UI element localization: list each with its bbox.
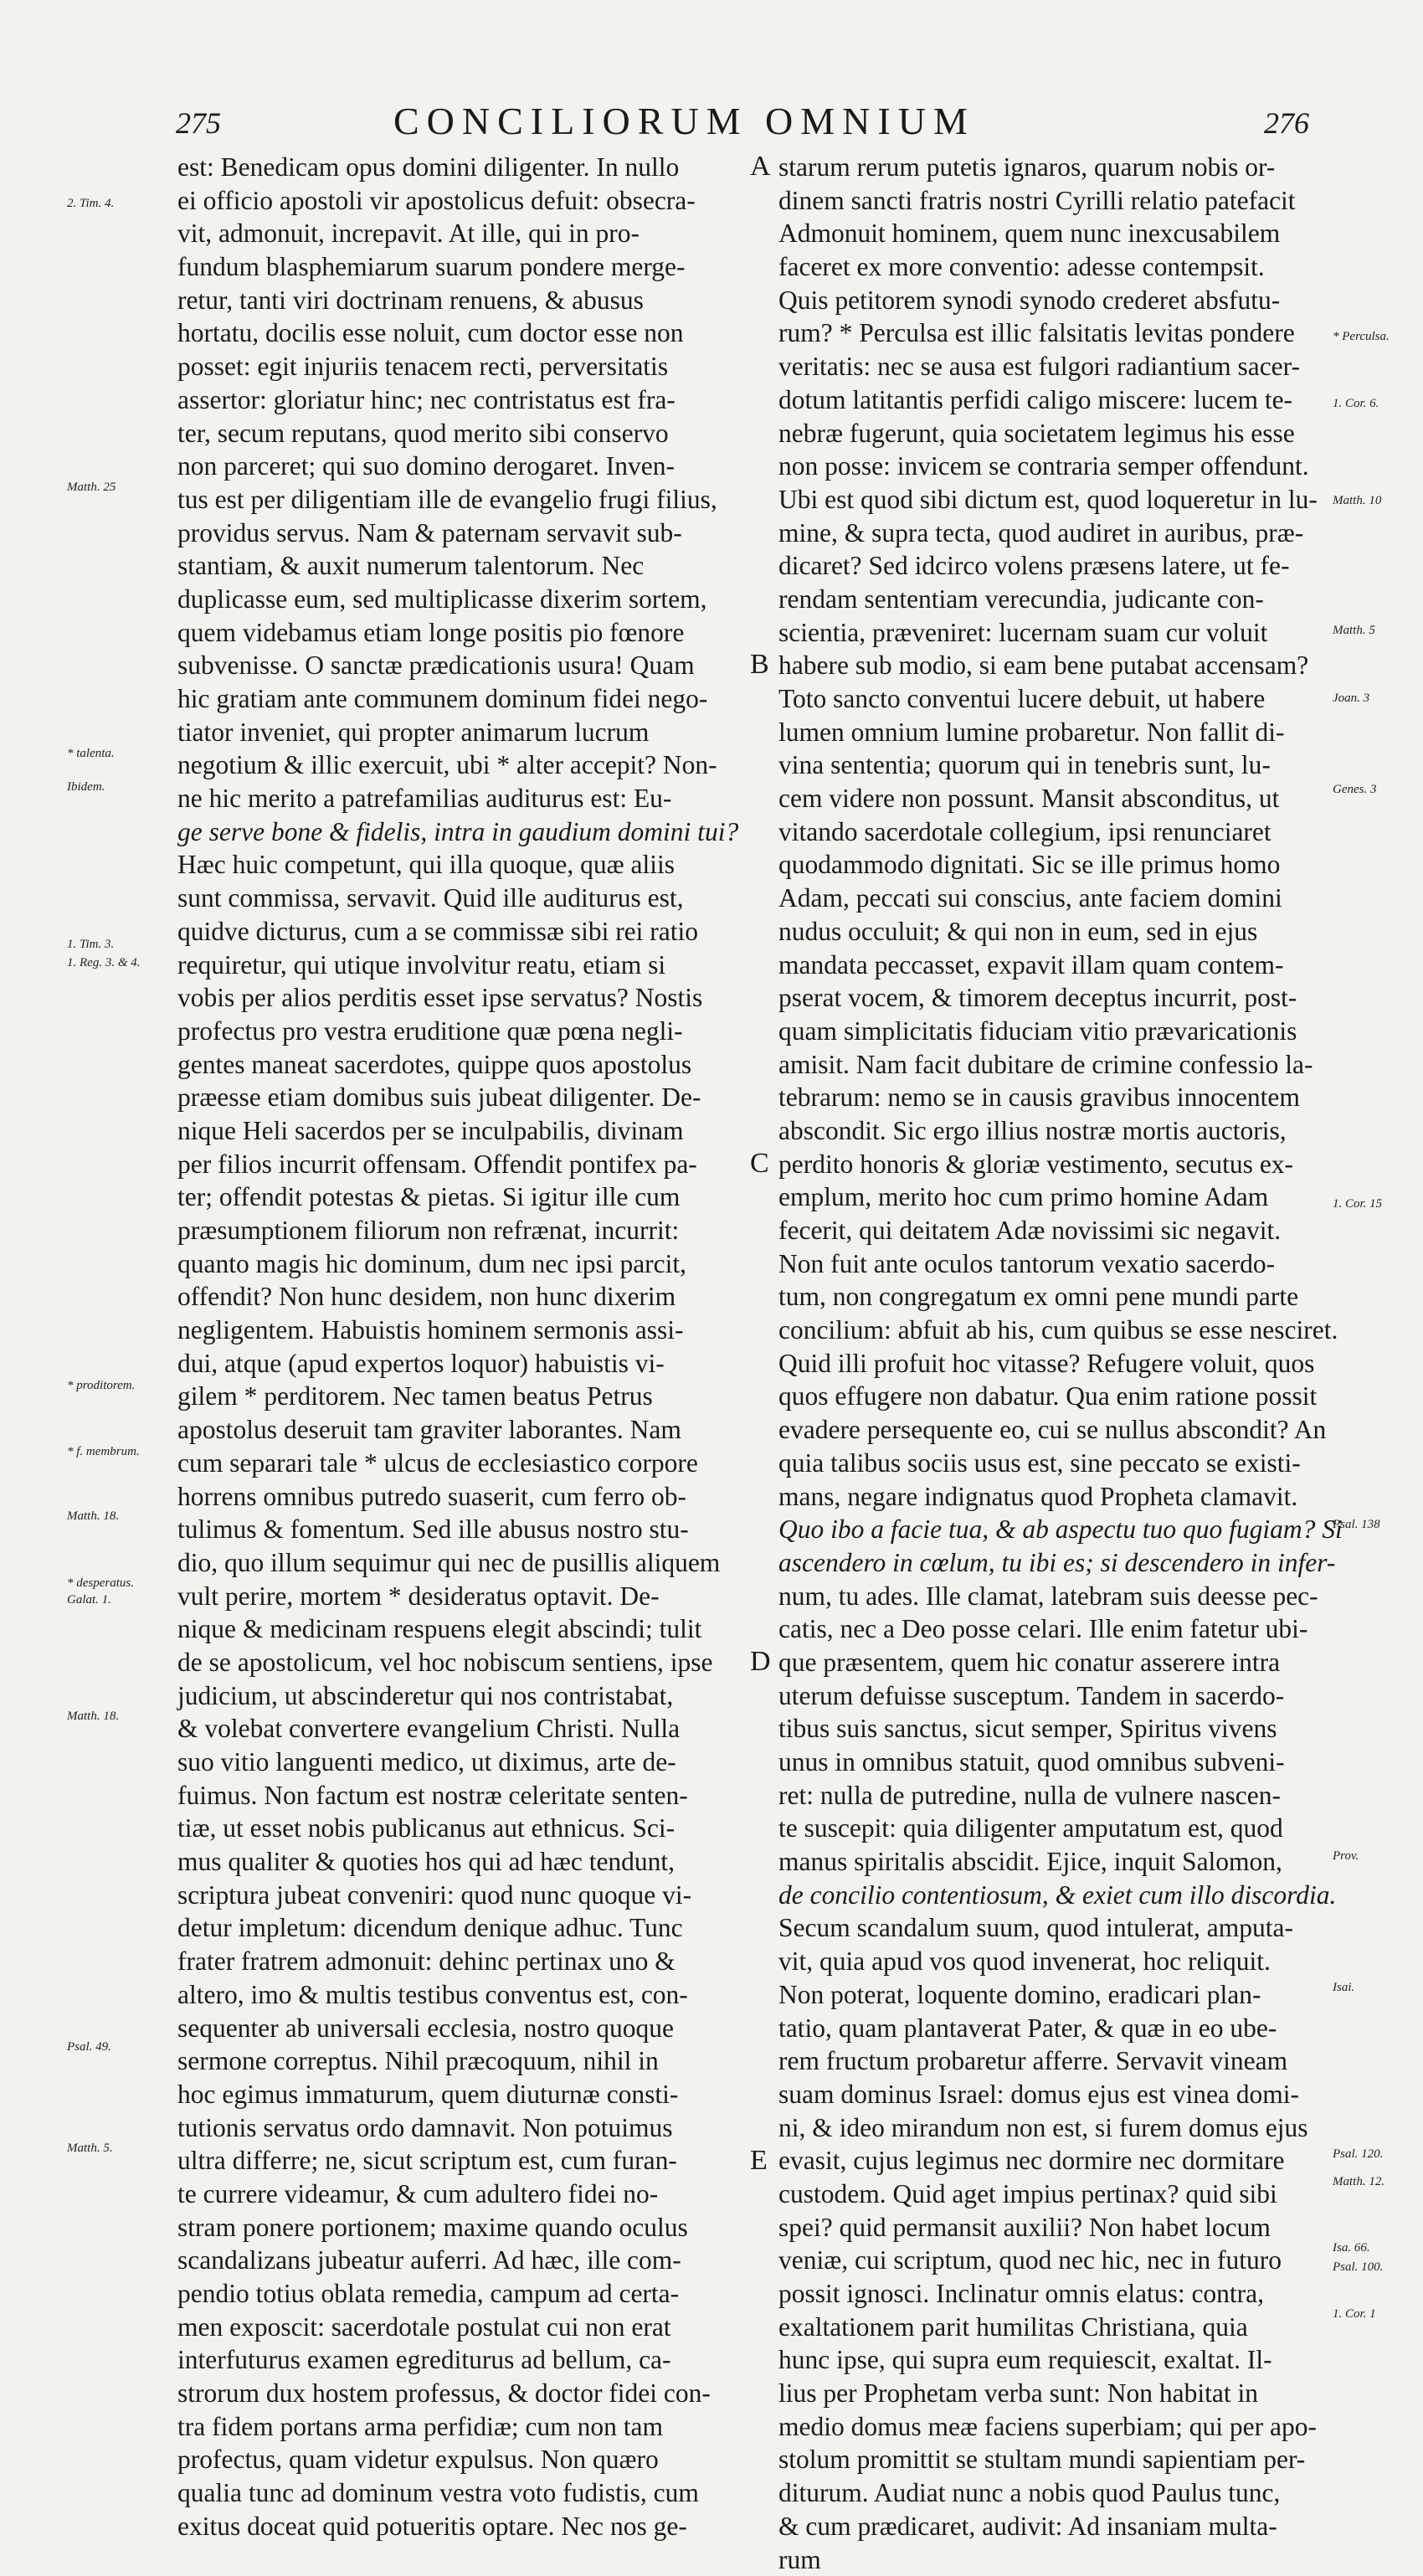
text-line: interfuturus examen egrediturus ad bellum, ca- [177,2343,763,2377]
text-line: Hæc huic competunt, qui illa quoque, quæ aliis [177,848,763,882]
text-line: Non poterat, loquente domino, eradicari plan- [778,1978,1323,2012]
text-line: quanto magis hic dominum, dum nec ipsi parcit, [177,1247,763,1281]
text-line: veniæ, cui scriptum, quod nec hic, nec in futuro [778,2244,1323,2277]
text-line: ultra differre; ne, sicut scriptum est, cum furan- [177,2144,763,2178]
text-line: manus spiritalis abscidit. Ejice, inquit Salomon, [778,1845,1323,1879]
text-line: hoc egimus immaturum, quem diuturnæ consti- [177,2078,763,2111]
text-line: rum [778,2543,1323,2576]
text-line: de concilio contentiosum, & exiet cum illo discordia. [778,1879,1323,1912]
margin-note: Joan. 3 [1333,692,1369,706]
text-line: fundum blasphemiarum suarum pondere merge- [177,250,763,284]
text-line: assertor: gloriatur hinc; nec contristatus est fra- [177,383,763,417]
text-line: non posse: invicem se contraria semper offendunt. [778,450,1323,483]
text-line: mandata peccasset, expavit illam quam contem- [778,949,1323,982]
left-column [177,151,763,2543]
margin-note: * f. membrum. [67,1445,140,1459]
text-line: cem videre non possunt. Mansit absconditus, ut [778,782,1323,815]
text-line: rum? * Perculsa est illic falsitatis levitas pondere [778,316,1323,350]
text-line: nique & medicinam respuens elegit abscindi; tulit [177,1612,763,1646]
text-line: te currere videamur, & cum adultero fidei no- [177,2178,763,2211]
margin-note: * Perculsa. [1333,330,1390,344]
text-line: suo vitio languenti medico, ut diximus, arte de- [177,1746,763,1779]
text-line: scandalizans jubeatur auferri. Ad hæc, ille com- [177,2244,763,2277]
text-line: Ubi est quod sibi dictum est, quod loqueretur in lu- [778,483,1323,517]
text-line: hic gratiam ante communem dominum fidei nego- [177,682,763,716]
text-line: rem fructum probaretur afferre. Servavit vineam [778,2044,1323,2078]
text-line: starum rerum putetis ignaros, quarum nobis or- [778,151,1323,184]
margin-note: 2. Tim. 4. [67,197,114,211]
text-line: vina sententia; quorum qui in tenebris sunt, lu- [778,748,1323,782]
section-letter-e: E [750,2145,768,2177]
text-line: exitus doceat quid potueritis optare. Nec nos ge- [177,2510,763,2543]
margin-note: Matth. 18. [67,1710,119,1724]
text-line: concilium: abfuit ab his, cum quibus se esse nesciret. [778,1314,1323,1347]
text-line: ni, & ideo mirandum non est, si furem domus ejus [778,2111,1323,2145]
text-line: dio, quo illum sequimur qui nec de pusillis aliquem [177,1546,763,1580]
text-line: pendio totius oblata remedia, campum ad certa- [177,2277,763,2311]
margin-note: Matth. 5 [1333,624,1375,638]
section-letter-a: A [750,151,771,183]
text-line: præsumptionem filiorum non refrænat, incurrit: [177,1214,763,1247]
text-line: rendam sententiam verecundia, judicante con- [778,583,1323,616]
text-line: frater fratrem admonuit: dehinc pertinax uno & [177,1945,763,1978]
margin-note: Matth. 25 [67,481,116,495]
text-line: tebrarum: nemo se in causis gravibus innocentem [778,1081,1323,1114]
text-line: quidve dicturus, cum a se commissæ sibi rei ratio [177,915,763,949]
margin-note: Psal. 138 [1333,1518,1380,1532]
margin-note: Psal. 120. [1333,2147,1383,2162]
text-line: dicaret? Sed idcirco volens præsens latere, ut fe- [778,549,1323,583]
text-line: suam dominus Israel: domus ejus est vinea domi- [778,2078,1323,2111]
text-line: vult perire, mortem * desideratus optavit. De- [177,1580,763,1613]
text-line: sermone correptus. Nihil præcoquum, nihil in [177,2044,763,2078]
text-line: tiæ, ut esset nobis publicanus aut ethnicus. Sci- [177,1812,763,1845]
text-line: tibus suis sanctus, sicut semper, Spiritus vivens [778,1712,1323,1746]
text-line: stolum promittit se stultam mundi sapientiam per- [778,2443,1323,2476]
text-line: custodem. Quid aget impius pertinax? quid sibi [778,2178,1323,2211]
text-line: emplum, merito hoc cum primo homine Adam [778,1180,1323,1214]
text-line: possit ignosci. Inclinatur omnis elatus: contra, [778,2277,1323,2311]
text-line: profectus pro vestra eruditione quæ pœna negli- [177,1015,763,1048]
margin-note: * desperatus. [67,1576,134,1591]
section-letter-d: D [750,1646,771,1678]
text-line: lius per Prophetam verba sunt: Non habitat in [778,2377,1323,2410]
text-line: nebræ fugerunt, quia societatem legimus his esse [778,417,1323,450]
text-line: duplicasse eum, sed multiplicasse dixerim sortem, [177,583,763,616]
text-line: perdito honoris & gloriæ vestimento, secutus ex- [778,1148,1323,1181]
text-line: nique Heli sacerdos per se inculpabilis, divinam [177,1114,763,1148]
text-line: Non fuit ante oculos tantorum vexatio sacerdo- [778,1247,1323,1281]
text-line: negotium & illic exercuit, ubi * alter accepit? Non- [177,748,763,782]
text-line: pserat vocem, & timorem deceptus incurrit, post- [778,981,1323,1015]
text-line: men exposcit: sacerdotale postulat cui non erat [177,2311,763,2344]
text-line: te suscepit: quia diligenter amputatum est, quod [778,1812,1323,1845]
page-header [0,99,1423,149]
text-line: exaltationem parit humilitas Christiana, quia [778,2311,1323,2344]
section-letter-b: B [750,649,769,681]
text-line: stram ponere portionem; maxime quando oculus [177,2211,763,2244]
text-line: ter; offendit potestas & pietas. Si igitur ille cum [177,1180,763,1214]
text-line: ret: nulla de putredine, nulla de vulnere nascen- [778,1779,1323,1812]
text-line: posset: egit injuriis tenacem recti, perversitatis [177,350,763,383]
text-line: quam simplicitatis fiduciam vitio prævaricationis [778,1015,1323,1048]
text-line: altero, imo & multis testibus conventus est, con- [177,1978,763,2012]
text-line: mans, negare indignatus quod Propheta clamavit. [778,1480,1323,1514]
text-line: detur impletum: dicendum denique adhuc. Tunc [177,1911,763,1945]
text-line: catis, nec a Deo posse celari. Ille enim fatetur ubi- [778,1612,1323,1646]
margin-note: 1. Cor. 1 [1333,2307,1376,2321]
text-line: dui, atque (apud expertos loquor) habuistis vi- [177,1347,763,1381]
margin-note: Psal. 100. [1333,2260,1383,2275]
text-line: & cum prædicaret, audivit: Ad insaniam multa- [778,2510,1323,2543]
text-line: & volebat convertere evangelium Christi. Nulla [177,1712,763,1746]
text-line: Adam, peccati sui conscius, ante faciem domini [778,882,1323,915]
text-line: fuimus. Non factum est nostræ celeritate senten- [177,1779,763,1812]
margin-note: 1. Cor. 15 [1333,1197,1382,1211]
text-line: spei? quid permansit auxilii? Non habet locum [778,2211,1323,2244]
text-line: nudus occuluit; & qui non in eum, sed in ejus [778,915,1323,949]
text-line: dotum latitantis perfidi caligo miscere: lucem te- [778,383,1323,417]
text-line: sequenter ab universali ecclesia, nostro quoque [177,2012,763,2045]
margin-note: Prov. [1333,1849,1359,1864]
text-line: evadere persequente eo, cui se nullus abscondit? An [778,1413,1323,1447]
margin-note: 1. Reg. 3. & 4. [67,956,141,970]
margin-note: * proditorem. [67,1379,135,1393]
text-line: vit, quia apud vos quod invenerat, hoc reliquit. [778,1945,1323,1978]
text-line: sunt commissa, servavit. Quid ille auditurus est, [177,882,763,915]
margin-note: * talenta. [67,747,115,761]
text-line: cum separari tale * ulcus de ecclesiastico corpore [177,1447,763,1480]
text-line: de se apostolicum, vel hoc nobiscum sentiens, ipse [177,1646,763,1679]
text-line: requiretur, qui utique involvitur reatu, etiam si [177,949,763,982]
text-line: habere sub modio, si eam bene putabat accensam? [778,649,1323,682]
text-line: quodammodo dignitati. Sic se ille primus homo [778,848,1323,882]
text-line: faceret ex more conventio: adesse contempsit. [778,250,1323,284]
text-line: tutionis servatus ordo damnavit. Non potuimus [177,2111,763,2145]
text-line: fecerit, qui deitatem Adæ novissimi sic negavit. [778,1214,1323,1247]
text-line: non parceret; qui suo domino derogaret. Inven- [177,450,763,483]
page-number-left: 275 [176,105,221,141]
text-line: strorum dux hostem professus, & doctor fidei con- [177,2377,763,2410]
section-letter-c: C [750,1148,769,1180]
margin-note: 1. Tim. 3. [67,938,114,952]
margin-note: Galat. 1. [67,1593,111,1607]
text-line: Admonuit hominem, quem nunc inexcusabilem [778,217,1323,250]
text-line: per filios incurrit offensam. Offendit pontifex pa- [177,1148,763,1181]
text-line: stantiam, & auxit numerum talentorum. Nec [177,549,763,583]
text-line: ei officio apostoli vir apostolicus defuit: obsecra- [177,184,763,218]
text-line: quos effugere non dabatur. Qua enim ratione possit [778,1380,1323,1413]
margin-note: 1. Cor. 6. [1333,397,1379,411]
text-line: scriptura jubeat conveniri: quod nunc quoque vi- [177,1879,763,1912]
text-line: tum, non congregatum ex omni pene mundi parte [778,1280,1323,1314]
margin-note: Matth. 5. [67,2142,113,2156]
text-line: evasit, cujus legimus nec dormire nec dormitare [778,2144,1323,2178]
text-line: Quo ibo a facie tua, & ab aspectu tuo quo fugiam? Si [778,1513,1323,1546]
margin-note: Psal. 49. [67,2040,111,2054]
text-line: profectus, quam videtur expulsus. Non quæro [177,2443,763,2476]
text-line: quia talibus sociis usus est, sine peccato se existi- [778,1447,1323,1480]
text-line: lumen omnium lumine probaretur. Non fallit di- [778,716,1323,749]
text-line: horrens omnibus putredo suaserit, cum ferro ob- [177,1480,763,1514]
text-line: ge serve bone & fidelis, intra in gaudium domini tui? [177,815,763,849]
text-line: ascendero in cœlum, tu ibi es; si descendero in infer- [778,1546,1323,1580]
text-line: diturum. Audiat nunc a nobis quod Paulus tunc, [778,2476,1323,2510]
text-line: gentes maneat sacerdotes, quippe quos apostolus [177,1048,763,1082]
text-line: veritatis: nec se ausa est fulgori radiantium sacer- [778,350,1323,383]
text-line: judicium, ut abscinderetur qui nos contristabat, [177,1679,763,1713]
margin-note: Matth. 12. [1333,2175,1384,2189]
text-line: offendit? Non hunc desidem, non hunc dixerim [177,1280,763,1314]
text-line: hortatu, docilis esse noluit, cum doctor esse non [177,316,763,350]
text-line: providus servus. Nam & paternam servavit sub- [177,517,763,550]
text-line: que præsentem, quem hic conatur asserere intra [778,1646,1323,1679]
text-line: vobis per alios perditis esset ipse servatus? Nostis [177,981,763,1015]
text-line: unus in omnibus statuit, quod omnibus subveni- [778,1746,1323,1779]
text-line: scientia, præveniret: lucernam suam cur voluit [778,616,1323,650]
margin-note: Matth. 18. [67,1509,119,1524]
text-line: ter, secum reputans, quod merito sibi conservo [177,417,763,450]
text-line: tra fidem portans arma perfidiæ; cum non tam [177,2410,763,2444]
text-line: vitando sacerdotale collegium, ipsi renunciaret [778,815,1323,849]
text-line: præesse etiam domibus suis jubeat diligenter. De- [177,1081,763,1114]
text-line: uterum defuisse susceptum. Tandem in sacerdo- [778,1679,1323,1713]
text-line: est: Benedicam opus domini diligenter. In nullo [177,151,763,184]
text-line: tatio, quam plantaverat Pater, & quæ in eo ube- [778,2012,1323,2045]
text-line: amisit. Nam facit dubitare de crimine confessio la- [778,1048,1323,1082]
text-line: quem videbamus etiam longe positis pio fœnore [177,616,763,650]
text-line: retur, tanti viri doctrinam renuens, & abusus [177,284,763,317]
text-line: medio domus meæ faciens superbiam; qui per apo- [778,2410,1323,2444]
text-line: Secum scandalum suum, quod intulerat, amputa- [778,1911,1323,1945]
text-line: gilem * perditorem. Nec tamen beatus Petrus [177,1380,763,1413]
text-line: apostolus deseruit tam graviter laborantes. Nam [177,1413,763,1447]
margin-note: Isai. [1333,1981,1354,1995]
text-line: tiator inveniet, qui propter animarum lucrum [177,716,763,749]
running-title: CONCILIORUM OMNIUM [393,99,975,143]
text-line: tus est per diligentiam ille de evangelio frugi filius, [177,483,763,517]
text-line: num, tu ades. Ille clamat, latebram suis deesse pec- [778,1580,1323,1613]
text-line: Quid illi profuit hoc vitasse? Refugere voluit, quos [778,1347,1323,1381]
text-line: hunc ipse, qui supra eum requiescit, exaltat. Il- [778,2343,1323,2377]
text-line: vit, admonuit, increpavit. At ille, qui in pro- [177,217,763,250]
margin-note: Ibidem. [67,780,105,794]
text-line: Toto sancto conventui lucere debuit, ut habere [778,682,1323,716]
right-column [778,151,1323,2576]
page-number-right: 276 [1264,105,1309,141]
text-line: negligentem. Habuistis hominem sermonis assi- [177,1314,763,1347]
text-line: abscondit. Sic ergo illius nostræ mortis auctoris, [778,1114,1323,1148]
text-line: qualia tunc ad dominum vestra voto fudistis, cum [177,2476,763,2510]
margin-note: Genes. 3 [1333,783,1377,797]
text-line: tulimus & fomentum. Sed ille abusus nostro stu- [177,1513,763,1546]
text-line: mine, & supra tecta, quod audiret in auribus, præ- [778,517,1323,550]
text-line: subvenisse. O sanctæ prædicationis usura! Quam [177,649,763,682]
margin-note: Isa. 66. [1333,2241,1370,2255]
text-line: mus qualiter & quoties hos qui ad hæc tendunt, [177,1845,763,1879]
text-line: ne hic merito a patrefamilias auditurus est: Eu- [177,782,763,815]
margin-note: Matth. 10 [1333,494,1381,508]
text-line: Quis petitorem synodi synodo crederet absfutu- [778,284,1323,317]
text-line: dinem sancti fratris nostri Cyrilli relatio patefacit [778,184,1323,218]
